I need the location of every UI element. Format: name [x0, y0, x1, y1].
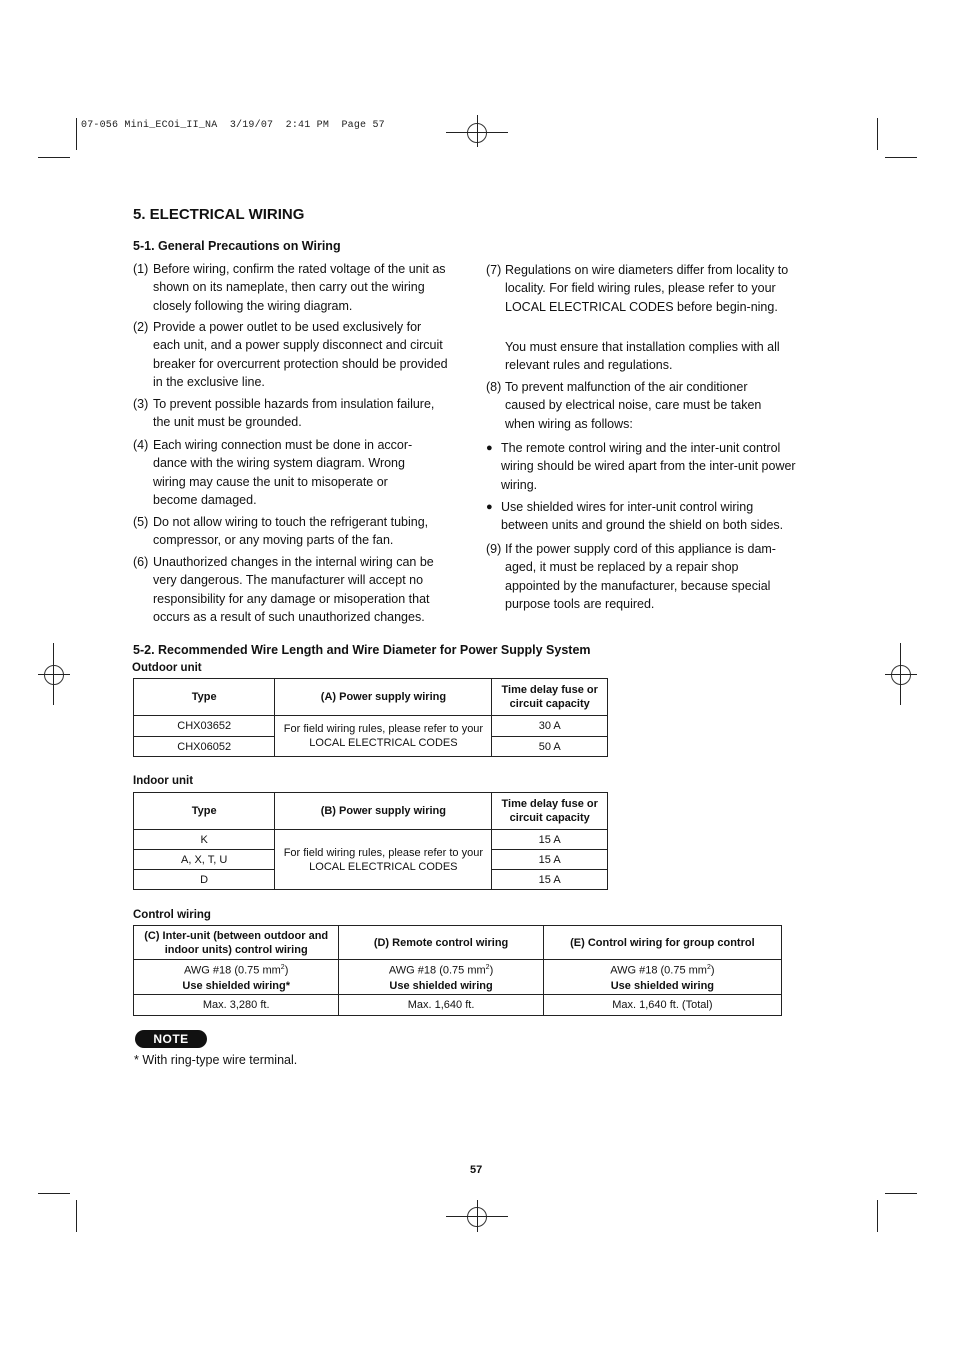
- precaution-item-7: (7) Regulations on wire diameters differ from locality to locality. For field wiring rules, please refer to your LOCAL ELECTRICAL CODES before begin-ning.: [486, 263, 789, 314]
- bullet-icon: ●: [486, 442, 493, 454]
- print-slug: 07-056 Mini_ECOi_II_NA 3/19/07 2:41 PM Page 57: [81, 120, 385, 131]
- table-row: D 15 A: [134, 870, 608, 890]
- table-row: Max. 3,280 ft. Max. 1,640 ft. Max. 1,640 ft. (Total): [134, 994, 782, 1015]
- note-badge: NOTE: [135, 1030, 207, 1048]
- subsection-title-wire-length: 5-2. Recommended Wire Length and Wire Diameter for Power Supply System: [133, 643, 591, 657]
- outdoor-unit-label: Outdoor unit: [132, 662, 202, 674]
- precaution-item-6: (6) Unauthorized changes in the internal wiring can be very dangerous. The manufacturer will accept no responsibility for any damage or misoperation that occurs as a result of such unauthorized changes.: [133, 555, 434, 624]
- precaution-item-4: (4) Each wiring connection must be done in accor-dance with the wiring system diagram. Wrong wiring may cause the unit to misoperate or become damaged.: [133, 438, 413, 507]
- note-text: * With ring-type wire terminal.: [134, 1053, 298, 1067]
- table-row: CHX03652 For field wiring rules, please refer to your LOCAL ELECTRICAL CODES 30 A: [134, 716, 608, 737]
- control-wiring-label: Control wiring: [133, 909, 211, 921]
- indoor-unit-label: Indoor unit: [133, 775, 194, 787]
- bullet-icon: ●: [486, 501, 493, 513]
- table-row: A, X, T, U 15 A: [134, 850, 608, 870]
- indoor-unit-table: [133, 792, 608, 890]
- table-row: K For field wiring rules, please refer to your LOCAL ELECTRICAL CODES 15 A: [134, 830, 608, 850]
- outdoor-unit-table: [133, 678, 608, 757]
- precaution-item-7-extra: You must ensure that installation complies with all relevant rules and regulations.: [505, 340, 780, 373]
- wiring-note: For field wiring rules, please refer to your LOCAL ELECTRICAL CODES: [275, 716, 492, 757]
- wiring-note: For field wiring rules, please refer to your LOCAL ELECTRICAL CODES: [275, 830, 492, 890]
- precaution-item-9: (9) If the power supply cord of this appliance is dam-aged, it must be replaced by a repair shop appointed by the manufacturer, because special purpose tools are required.: [486, 542, 776, 611]
- subsection-title-general-precautions: 5-1. General Precautions on Wiring: [133, 239, 341, 253]
- precaution-item-8: (8) To prevent malfunction of the air conditioner caused by electrical noise, care must be taken when wiring as follows:: [486, 380, 762, 431]
- precaution-item-2: (2) Provide a power outlet to be used exclusively for each unit, and a power supply disconnect and circuit breaker for overcurrent protection should be provided in the exclusive line.: [133, 320, 448, 389]
- header-power-supply-wiring: (A) Power supply wiring: [275, 679, 492, 716]
- section-title: 5. ELECTRICAL WIRING: [133, 206, 305, 223]
- header-power-supply-wiring: (B) Power supply wiring: [275, 793, 492, 830]
- header-fuse-capacity: Time delay fuse or circuit capacity: [492, 793, 608, 830]
- control-wiring-table: [133, 925, 782, 1016]
- header-inter-unit-control: (C) Inter-unit (between outdoor and indoor units) control wiring: [134, 926, 339, 960]
- header-remote-control: (D) Remote control wiring: [339, 926, 543, 960]
- bullet-item-1: ● The remote control wiring and the inter-unit control wiring should be wired apart from the inter-unit power wiring.: [486, 441, 796, 492]
- header-type: Type: [134, 793, 275, 830]
- bullet-item-2: ● Use shielded wires for inter-unit control wiring between units and ground the shield on both sides.: [486, 500, 784, 533]
- precaution-item-5: (5) Do not allow wiring to touch the refrigerant tubing, compressor, or any moving parts of the fan.: [133, 515, 429, 548]
- precaution-item-3: (3) To prevent possible hazards from insulation failure, the unit must be grounded.: [133, 397, 435, 430]
- precaution-item-1: (1) Before wiring, confirm the rated voltage of the unit as shown on its nameplate, then carry out the wiring closely following the wiring diagram.: [133, 262, 446, 313]
- header-type: Type: [134, 679, 275, 716]
- header-fuse-capacity: Time delay fuse or circuit capacity: [492, 679, 608, 716]
- header-group-control: (E) Control wiring for group control: [543, 926, 781, 960]
- page-number: 57: [470, 1164, 483, 1176]
- table-row: AWG #18 (0.75 $mm^2$) Use shielded wiring* AWG #18 (0.75 $mm^2$) Use shielded wiring AWG #18 (0.75 $mm^2$) Use shielded wiring: [134, 960, 782, 995]
- table-row: CHX06052 50 A: [134, 737, 608, 757]
